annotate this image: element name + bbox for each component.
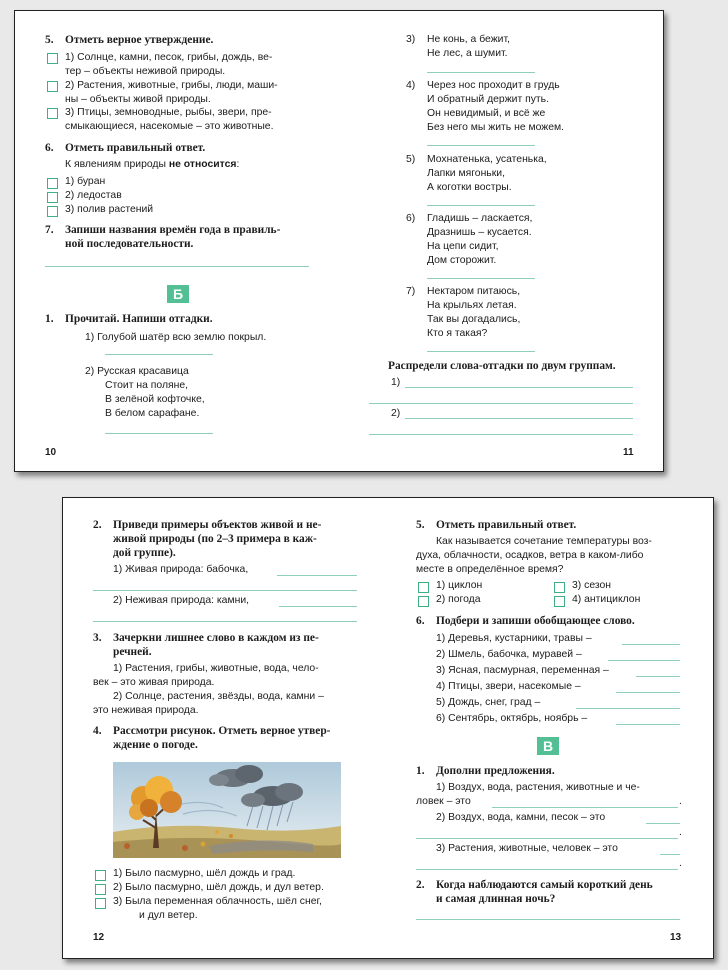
q5-option-1-checkbox[interactable]: [47, 53, 58, 64]
question-6-title: Подбери и запиши обобщающее слово.: [436, 615, 635, 627]
q1-sentence-1-line-2: ловек – это: [416, 796, 471, 807]
living-answer-line-1[interactable]: [277, 575, 357, 576]
q5-option-3-line-1: 3) Птицы, земноводные, рыбы, звери, пре-: [65, 107, 272, 118]
q6-item-5: 5) Дождь, снег, град –: [436, 697, 541, 708]
q1-sentence-3-period: .: [679, 858, 682, 869]
q6-option-2-checkbox[interactable]: [47, 192, 58, 203]
riddle-7-answer-line[interactable]: [427, 351, 535, 352]
q6-option-3: 3) полив растений: [65, 204, 154, 215]
riddle-4-line-1: Через нос проходит в грудь: [427, 80, 560, 91]
q1-sentence-3-answer-line-2[interactable]: [416, 869, 678, 870]
riddle-4-line-4: Без него мы жить не можем.: [427, 122, 565, 133]
q5-option-3-checkbox[interactable]: [47, 108, 58, 119]
riddle-3-line-2: Не лес, а шумит.: [427, 48, 508, 59]
q3-item-2-line-1[interactable]: 2) Солнце, растения, звёзды, вода, камни –: [113, 691, 324, 702]
riddle-4-line-2: И обратный держит путь.: [427, 94, 549, 105]
q6-option-1-checkbox[interactable]: [47, 178, 58, 189]
riddle-2-answer-line[interactable]: [105, 433, 213, 434]
group-task-title: Распредели слова-отгадки по двум группам.: [388, 360, 616, 372]
riddle-6-line-4: Дом сторожит.: [427, 255, 497, 266]
riddle-3-line-1: Не конь, а бежит,: [427, 34, 510, 45]
q5-option-2-line-1: 2) Растения, животные, грибы, люди, маши-: [65, 80, 278, 91]
riddle-2-line-1: 2) Русская красавица: [85, 366, 189, 377]
riddle-5-answer-line[interactable]: [427, 205, 535, 206]
q6-item-6: 6) Сентябрь, октябрь, ноябрь –: [436, 713, 588, 724]
q5-option-3-line-2: смыкающиеся, насекомые – это животные.: [65, 121, 274, 132]
q6-item-5-answer-line[interactable]: [576, 708, 680, 709]
q3-item-2-line-2: это неживая природа.: [93, 705, 199, 716]
q5-option-2-checkbox[interactable]: [47, 81, 58, 92]
q5-option-4: 4) антициклон: [572, 594, 641, 605]
riddle-2-line-3: В зелёной кофточке,: [105, 394, 205, 405]
question-4-number: 4.: [93, 725, 102, 737]
riddle-1-text: 1) Голубой шатёр всю землю покрыл.: [85, 332, 267, 343]
question-2-line-1: Когда наблюдаются самый короткий день: [436, 879, 653, 891]
question-6-number: 6.: [45, 142, 54, 154]
q6-item-3-answer-line[interactable]: [636, 676, 680, 677]
q5-option-3-checkbox[interactable]: [554, 582, 565, 593]
page-13: [388, 498, 713, 958]
question-4-line-1: Рассмотри рисунок. Отметь верное утвер-: [113, 725, 331, 737]
q6-option-2: 2) ледостав: [65, 190, 122, 201]
group-2-answer-line-2[interactable]: [369, 434, 633, 435]
q5-option-2: 2) погода: [436, 594, 481, 605]
riddle-7-line-1: Нектаром питаюсь,: [427, 286, 521, 297]
section-badge-v: В: [537, 737, 559, 755]
q5-option-1-line-2: тер – объекты неживой природы.: [65, 66, 226, 77]
q5-option-1: 1) циклон: [436, 580, 483, 591]
question-5-title: Отметь верное утверждение.: [65, 34, 214, 46]
q1-sentence-3: 3) Растения, животные, человек – это: [436, 843, 618, 854]
q1-sentence-2: 2) Воздух, вода, камни, песок – это: [436, 812, 606, 823]
question-3-number: 3.: [93, 632, 102, 644]
q1-sentence-2-answer-line-2[interactable]: [416, 838, 678, 839]
living-nature-prompt: 1) Живая природа: бабочка,: [113, 564, 249, 575]
page-number-10: 10: [45, 447, 57, 458]
page-number-13: 13: [670, 932, 682, 943]
group-2-label: 2): [391, 408, 401, 419]
riddle-6-answer-line[interactable]: [427, 278, 535, 279]
group-2-answer-line-1[interactable]: [405, 418, 633, 419]
q6-item-1-answer-line[interactable]: [622, 644, 680, 645]
question-5-number: 5.: [45, 34, 54, 46]
riddle-7-line-2: На крыльях летая.: [427, 300, 517, 311]
question-5-title: Отметь правильный ответ.: [436, 519, 577, 531]
q6-item-4-answer-line[interactable]: [616, 692, 680, 693]
group-1-answer-line-1[interactable]: [405, 387, 633, 388]
page-10: [15, 11, 339, 471]
question-6-number: 6.: [416, 615, 425, 627]
riddle-2-line-2: Стоит на поляне,: [105, 380, 189, 391]
question-2-line-3: дой группе).: [113, 547, 176, 559]
question-5-number: 5.: [416, 519, 425, 531]
question-7-line-2: ной последовательности.: [65, 238, 194, 250]
page-number-12: 12: [93, 932, 105, 943]
section-badge-b: Б: [167, 285, 189, 303]
q5-option-4-checkbox[interactable]: [554, 596, 565, 607]
riddle-4-answer-line[interactable]: [427, 145, 535, 146]
q6-item-4: 4) Птицы, звери, насекомые –: [436, 681, 581, 692]
riddle-1-answer-line[interactable]: [105, 354, 213, 355]
page-number-11: 11: [623, 447, 634, 458]
riddle-2-line-4: В белом сарафане.: [105, 408, 200, 419]
q1-sentence-1-period: .: [679, 796, 682, 807]
q4-option-3-checkbox[interactable]: [95, 898, 106, 909]
q4-option-1: 1) Было пасмурно, шёл дождь и град.: [113, 868, 296, 879]
question-6-prompt: К явлениям природы не относится:: [65, 159, 240, 170]
question-6-title: Отметь правильный ответ.: [65, 142, 206, 154]
riddle-5-number: 5): [406, 154, 416, 165]
q7-answer-line[interactable]: [45, 266, 309, 267]
question-2-line-2: и самая длинная ночь?: [436, 893, 556, 905]
question-1-title: Прочитай. Напиши отгадки.: [65, 313, 213, 325]
question-2-line-1: Приведи примеры объектов живой и не-: [113, 519, 322, 531]
q1-sentence-1-answer-line[interactable]: [492, 807, 678, 808]
question-2-number: 2.: [93, 519, 102, 531]
riddle-7-line-3: Так вы догадались,: [427, 314, 521, 325]
riddle-5-line-2: Лапки мягоньки,: [427, 168, 505, 179]
q4-option-2-checkbox[interactable]: [95, 884, 106, 895]
riddle-3-answer-line[interactable]: [427, 72, 535, 73]
q4-option-1-checkbox[interactable]: [95, 870, 106, 881]
page-11: [339, 11, 663, 471]
riddle-7-number: 7): [406, 286, 416, 297]
question-3-line-2: речней.: [113, 646, 152, 658]
spread-pages-12-13: [62, 497, 714, 959]
riddle-6-line-1: Гладишь – ласкается,: [427, 213, 533, 224]
q6-option-3-checkbox[interactable]: [47, 206, 58, 217]
q6-item-3: 3) Ясная, пасмурная, переменная –: [436, 665, 609, 676]
question-3-line-1: Зачеркни лишнее слово в каждом из пе-: [113, 632, 319, 644]
nonliving-answer-line-2[interactable]: [93, 621, 357, 622]
q6-option-1: 1) буран: [65, 176, 106, 187]
q6-item-1: 1) Деревья, кустарники, травы –: [436, 633, 592, 644]
group-1-label: 1): [391, 377, 401, 388]
living-answer-line-2[interactable]: [93, 590, 357, 591]
q2-answer-line[interactable]: [416, 919, 680, 920]
spread-pages-10-11: [14, 10, 664, 472]
riddle-4-number: 4): [406, 80, 416, 91]
q5-prompt-line-1: Как называется сочетание температуры воз-: [436, 536, 652, 547]
riddle-4-line-3: Он невидимый, и всё же: [427, 108, 546, 119]
q1-sentence-2-period: .: [679, 827, 682, 838]
question-4-line-2: ждение о погоде.: [113, 739, 198, 751]
q3-item-1-line-2: век – это живая природа.: [93, 677, 215, 688]
question-1-number: 1.: [45, 313, 54, 325]
q6-item-2-answer-line[interactable]: [608, 660, 680, 661]
q5-option-3: 3) сезон: [572, 580, 612, 591]
riddle-6-number: 6): [406, 213, 416, 224]
q5-option-1-line-1: 1) Солнце, камни, песок, грибы, дождь, ве-: [65, 52, 273, 63]
q1-sentence-3-answer-line-1[interactable]: [660, 854, 680, 855]
q1-sentence-1-line-1: 1) Воздух, вода, растения, животные и че-: [436, 782, 640, 793]
riddle-3-number: 3): [406, 34, 416, 45]
group-1-answer-line-2[interactable]: [369, 403, 633, 404]
weather-illustration: [113, 762, 341, 858]
question-1-number: 1.: [416, 765, 425, 777]
question-7-line-1: Запиши названия времён года в правиль-: [65, 224, 281, 236]
q1-sentence-2-answer-line-1[interactable]: [646, 823, 680, 824]
question-2-line-2: живой природы (по 2–3 примера в каж-: [113, 533, 317, 545]
q5-option-1-checkbox[interactable]: [418, 582, 429, 593]
q4-option-3-line-2: и дул ветер.: [139, 910, 198, 921]
page-12: [63, 498, 388, 958]
question-2-number: 2.: [416, 879, 425, 891]
q6-item-6-answer-line[interactable]: [616, 724, 680, 725]
q3-item-1-line-1[interactable]: 1) Растения, грибы, животные, вода, чело-: [113, 663, 319, 674]
question-7-number: 7.: [45, 224, 54, 236]
riddle-6-line-2: Дразнишь – кусается.: [427, 227, 532, 238]
nonliving-nature-prompt: 2) Неживая природа: камни,: [113, 595, 250, 606]
q4-option-3-line-1: 3) Была переменная облачность, шёл снег,: [113, 896, 322, 907]
question-1-title: Дополни предложения.: [436, 765, 555, 777]
q5-prompt-line-3: месте в определённое время?: [416, 564, 564, 575]
q5-option-2-line-2: ны – объекты живой природы.: [65, 94, 211, 105]
riddle-6-line-3: На цепи сидит,: [427, 241, 499, 252]
q5-option-2-checkbox[interactable]: [418, 596, 429, 607]
nonliving-answer-line-1[interactable]: [279, 606, 357, 607]
q5-prompt-line-2: духа, облачности, осадков, ветра в каком-либо: [416, 550, 644, 561]
riddle-7-line-4: Кто я такая?: [427, 328, 488, 339]
riddle-5-line-1: Мохнатенька, усатенька,: [427, 154, 547, 165]
q6-item-2: 2) Шмель, бабочка, муравей –: [436, 649, 582, 660]
riddle-5-line-3: А коготки востры.: [427, 182, 512, 193]
q4-option-2: 2) Было пасмурно, шёл дождь, и дул ветер.: [113, 882, 324, 893]
